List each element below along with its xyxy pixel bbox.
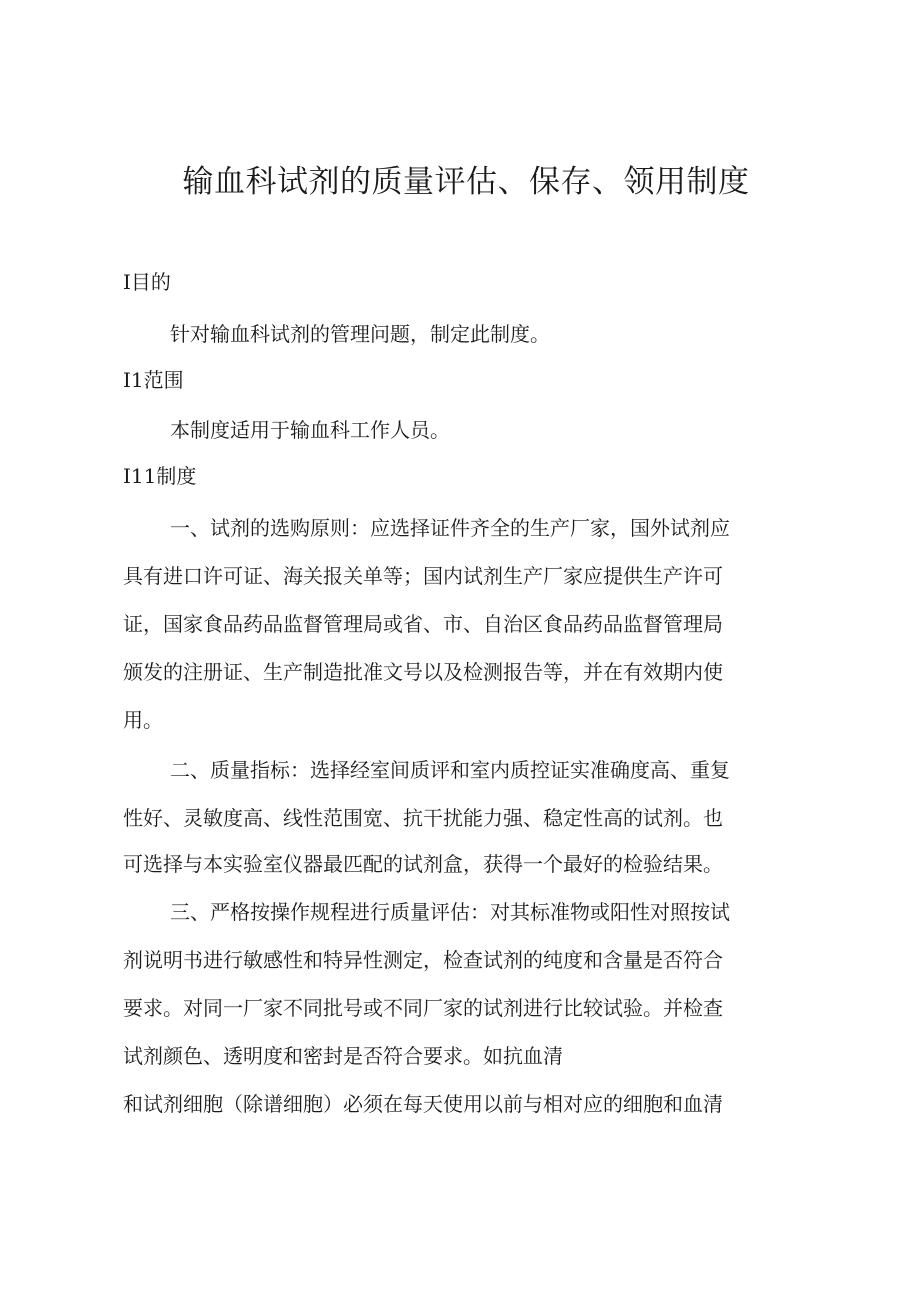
paragraph-line: 证，国家食品药品监督管理局或省、市、自治区食品药品监督管理局: [123, 612, 723, 636]
section-text-purpose: 针对输血科试剂的管理问题，制定此制度。: [170, 322, 550, 346]
paragraph-line: 一、试剂的选购原则：应选择证件齐全的生产厂家，国外试剂应: [170, 516, 730, 540]
paragraph-line: 颁发的注册证、生产制造批准文号以及检测报告等，并在有效期内使: [123, 660, 723, 684]
section-heading-scope: I1范围: [123, 368, 184, 392]
paragraph-line: 可选择与本实验室仪器最匹配的试剂盒，获得一个最好的检验结果。: [123, 852, 723, 876]
paragraph-line: 用。: [123, 708, 163, 732]
paragraph-line: 试剂颜色、透明度和密封是否符合要求。如抗血清: [123, 1044, 563, 1068]
paragraph-line: 二、质量指标：选择经室间质评和室内质控证实准确度高、重复: [170, 758, 730, 782]
paragraph-line: 具有进口许可证、海关报关单等；国内试剂生产厂家应提供生产许可: [123, 564, 723, 588]
paragraph-line: 性好、灵敏度高、线性范围宽、抗干扰能力强、稳定性高的试剂。也: [123, 806, 723, 830]
paragraph-line: 要求。对同一厂家不同批号或不同厂家的试剂进行比较试验。并检查: [123, 996, 723, 1020]
document-title: 输血科试剂的质量评估、保存、领用制度: [182, 164, 750, 200]
paragraph-line: 和试剂细胞（除谱细胞）必须在每天使用以前与相对应的细胞和血清: [123, 1092, 723, 1116]
paragraph-line: 三、严格按操作规程进行质量评估：对其标准物或阳性对照按试: [170, 900, 730, 924]
section-heading-purpose: I目的: [123, 270, 171, 294]
section-text-scope: 本制度适用于输血科工作人员。: [170, 418, 450, 442]
paragraph-line: 剂说明书进行敏感性和特异性测定，检查试剂的纯度和含量是否符合: [123, 948, 723, 972]
section-heading-policy: I11制度: [123, 464, 197, 488]
